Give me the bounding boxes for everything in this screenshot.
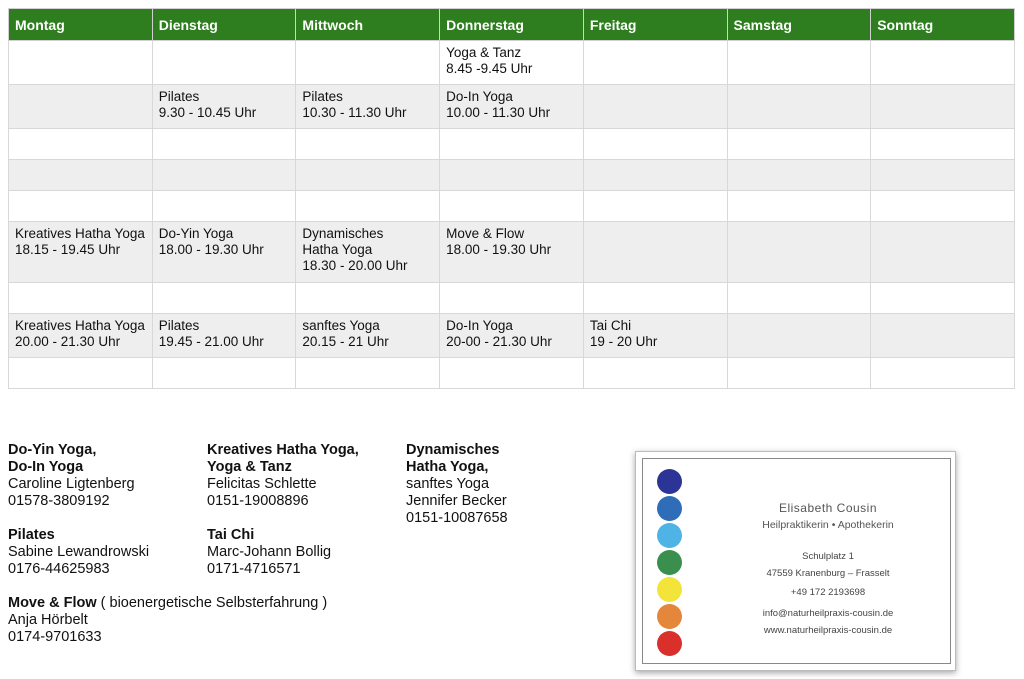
contact-phone: 0151-19008896 (207, 493, 309, 509)
schedule-cell (152, 358, 296, 389)
card-city: 47559 Kranenburg – Frasselt (766, 568, 890, 579)
schedule-cell (152, 129, 296, 160)
business-card (635, 451, 956, 671)
schedule-cell (440, 160, 584, 191)
contact-title-line (8, 595, 327, 612)
schedule-cell (727, 283, 871, 314)
schedule-cell (9, 358, 153, 389)
schedule-cell (871, 160, 1015, 191)
schedule-cell: Pilates 19.45 - 21.00 Uhr (152, 314, 296, 358)
schedule-cell (871, 41, 1015, 85)
schedule-cell: Kreatives Hatha Yoga 20.00 - 21.30 Uhr (9, 314, 153, 358)
contact-phone: 0151-10087658 (406, 510, 508, 526)
schedule-cell: Do-Yin Yoga 18.00 - 19.30 Uhr (152, 222, 296, 283)
schedule-cell (296, 160, 440, 191)
header-day: Sonntag (871, 9, 1015, 41)
contact-dynamisches (406, 442, 508, 527)
contact-title: Pilates (8, 527, 55, 543)
schedule-cell (296, 41, 440, 85)
contact-title: Do-Yin Yoga, (8, 442, 97, 458)
contact-tai-chi (207, 527, 359, 578)
schedule-cell (583, 85, 727, 129)
schedule-cell (152, 41, 296, 85)
schedule-cell: Kreatives Hatha Yoga 18.15 - 19.45 Uhr (9, 222, 153, 283)
schedule-cell: Pilates 10.30 - 11.30 Uhr (296, 85, 440, 129)
schedule-cell (583, 358, 727, 389)
schedule-cell (440, 283, 584, 314)
color-dot (657, 550, 682, 575)
schedule-cell (727, 191, 871, 222)
schedule-cell (152, 160, 296, 191)
schedule-cell (871, 129, 1015, 160)
header-day: Freitag (583, 9, 727, 41)
header-day: Samstag (727, 9, 871, 41)
schedule-table (8, 8, 1015, 389)
schedule-cell (9, 85, 153, 129)
schedule-cell (727, 129, 871, 160)
contact-subtitle: sanftes Yoga (406, 476, 490, 492)
schedule-row (9, 85, 1015, 129)
schedule-cell: Move & Flow 18.00 - 19.30 Uhr (440, 222, 584, 283)
contact-title: Dynamisches (406, 442, 500, 458)
color-dot (657, 496, 682, 521)
business-card-border (642, 458, 951, 664)
schedule-row (9, 191, 1015, 222)
card-role: Heilpraktikerin • Apothekerin (762, 519, 894, 531)
schedule-cell (9, 191, 153, 222)
schedule-cell (440, 129, 584, 160)
schedule-cell (727, 41, 871, 85)
card-street: Schulplatz 1 (802, 551, 854, 562)
contact-name: Felicitas Schlette (207, 476, 317, 492)
schedule-row (9, 41, 1015, 85)
schedule-row (9, 160, 1015, 191)
schedule-cell (583, 191, 727, 222)
contact-title: Move & Flow (8, 595, 97, 611)
schedule-cell (152, 283, 296, 314)
schedule-cell: Pilates 9.30 - 10.45 Uhr (152, 85, 296, 129)
color-dot (657, 469, 682, 494)
schedule-cell (583, 129, 727, 160)
contact-name: Anja Hörbelt (8, 612, 88, 628)
schedule-cell (871, 314, 1015, 358)
schedule-cell (727, 314, 871, 358)
schedule-row (9, 283, 1015, 314)
schedule-cell (583, 222, 727, 283)
schedule-header-row (9, 9, 1015, 41)
schedule-cell (871, 191, 1015, 222)
contact-title: Yoga & Tanz (207, 459, 292, 475)
schedule-cell (296, 129, 440, 160)
schedule-cell (9, 160, 153, 191)
schedule-row (9, 314, 1015, 358)
color-dot (657, 577, 682, 602)
schedule-cell: Yoga & Tanz 8.45 -9.45 Uhr (440, 41, 584, 85)
color-dot (657, 523, 682, 548)
schedule-cell (440, 191, 584, 222)
header-day: Dienstag (152, 9, 296, 41)
contact-move-flow (8, 595, 327, 646)
contact-phone: 0171-4716571 (207, 561, 301, 577)
contact-kreatives-hatha (207, 442, 359, 510)
schedule-cell (583, 283, 727, 314)
schedule-cell: Dynamisches Hatha Yoga 18.30 - 20.00 Uhr (296, 222, 440, 283)
contact-title: Hatha Yoga, (406, 459, 489, 475)
contact-phone: 0176-44625983 (8, 561, 110, 577)
schedule-cell (871, 85, 1015, 129)
contact-name: Caroline Ligtenberg (8, 476, 135, 492)
contact-name: Marc-Johann Bollig (207, 544, 332, 560)
schedule-row (9, 222, 1015, 283)
schedule-cell (440, 358, 584, 389)
schedule-row (9, 129, 1015, 160)
header-day: Montag (9, 9, 153, 41)
schedule-cell: Tai Chi 19 - 20 Uhr (583, 314, 727, 358)
schedule-cell (9, 129, 153, 160)
contact-name: Sabine Lewandrowski (8, 544, 150, 560)
schedule-cell (871, 222, 1015, 283)
schedule-cell (152, 191, 296, 222)
schedule-cell (296, 358, 440, 389)
schedule-cell (9, 41, 153, 85)
contacts-column-3 (406, 442, 508, 527)
schedule-cell (727, 160, 871, 191)
color-dot (657, 604, 682, 629)
schedule-cell (583, 160, 727, 191)
header-day: Donnerstag (440, 9, 584, 41)
card-email[interactable]: info@naturheilpraxis-cousin.de (762, 608, 894, 619)
schedule-cell: Do-In Yoga 10.00 - 11.30 Uhr (440, 85, 584, 129)
schedule-row (9, 358, 1015, 389)
contacts-column-2 (207, 442, 359, 578)
contact-title: Do-In Yoga (8, 459, 84, 475)
contact-phone: 01578-3809192 (8, 493, 110, 509)
schedule-cell (727, 85, 871, 129)
contact-phone: 0174-9701633 (8, 629, 102, 645)
schedule-cell (296, 283, 440, 314)
contact-title: Kreatives Hatha Yoga, (207, 442, 359, 458)
schedule-cell: sanftes Yoga 20.15 - 21 Uhr (296, 314, 440, 358)
header-day: Mittwoch (296, 9, 440, 41)
contact-title: Tai Chi (207, 527, 255, 543)
card-phone: +49 172 2193698 (790, 587, 866, 598)
contact-name: Jennifer Becker (406, 493, 507, 509)
contact-note: ( bioenergetische Selbsterfahrung ) (96, 595, 328, 611)
schedule-cell (871, 358, 1015, 389)
schedule-cell (296, 191, 440, 222)
schedule-cell (727, 222, 871, 283)
card-name: Elisabeth Cousin (778, 501, 878, 515)
schedule-cell (727, 358, 871, 389)
schedule-cell (871, 283, 1015, 314)
card-website[interactable]: www.naturheilpraxis-cousin.de (763, 625, 893, 636)
schedule-cell (9, 283, 153, 314)
schedule-cell (583, 41, 727, 85)
color-dot (657, 631, 682, 656)
schedule-cell: Do-In Yoga 20-00 - 21.30 Uhr (440, 314, 584, 358)
